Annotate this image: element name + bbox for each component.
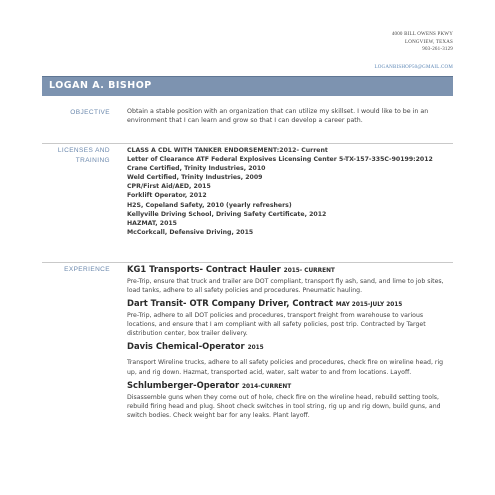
license-item: Forklift Operator, 2012 (127, 192, 207, 200)
experience-label: EXPERIENCE (64, 266, 110, 273)
license-item: H2S, Copeland Safety, 2010 (yearly refreshers) (127, 201, 292, 209)
license-item: Letter of Clearance ATF Federal Explosives Licensing Center 5-TX-157-335C-90199:2012 (127, 156, 433, 164)
job-title (127, 341, 453, 354)
phone-number: 903-261-3129 (422, 47, 453, 52)
job-entry (127, 341, 453, 376)
email-link[interactable]: LOGANBISHOP50@GMAIL.COM (374, 64, 453, 70)
job-dates: MAY 2015-JULY 2015 (335, 302, 403, 309)
job-title (127, 298, 453, 311)
job-entry (127, 380, 453, 420)
job-description: Pre-Trip, adhere to all DOT policies and procedures, transport freight from warehouse to various locations, and ensure that I am compliant with all safety policies, post trip. Contracted by Target distribution center, box trailer delivery. (127, 312, 426, 338)
candidate-name: LOGAN A. BISHOP (49, 80, 152, 91)
address-line-1: 4000 BILL OWENS PKWY (391, 32, 453, 37)
objective-label: OBJECTIVE (70, 109, 110, 116)
job-title-text: Schlumberger-Operator (127, 379, 240, 390)
job-title (127, 380, 453, 393)
name-banner (42, 76, 453, 96)
job-description: Disassemble guns when they come out of hole, check fire on the wireline head, rebuild setting tools, rebuild firing head and plug. Shoot check switches in tool string, rig up and rig down, build guns, and switch bodies. Check weight bar for any leaks. Plant layoff. (127, 393, 441, 419)
license-item: Kellyville Driving School, Driving Safety Certificate, 2012 (127, 210, 327, 218)
contact-block (374, 31, 453, 71)
job-dates: 2015 (247, 345, 264, 352)
job-title-text: KG1 Transports- Contract Hauler (127, 264, 281, 274)
licenses-list (127, 146, 453, 237)
job-title-text: Davis Chemical-Operator (127, 341, 245, 352)
job-entry (127, 264, 453, 295)
job-entry (127, 298, 453, 338)
license-item: McCorkcall, Defensive Driving, 2015 (127, 228, 254, 236)
section-divider (42, 262, 453, 263)
license-item: HAZMAT, 2015 (127, 219, 177, 227)
job-dates: 2014-CURRENT (242, 383, 292, 390)
license-item: CLASS A CDL WITH TANKER ENDORSEMENT:2012- Current (127, 147, 328, 154)
license-item: Weld Certified, Trinity Industries, 2009 (127, 174, 263, 182)
job-description: Pre-Trip, ensure that truck and trailer are DOT compliant, transport fly ash, sand, and lime to job sites, load tanks, adhere to all safety policies and procedures. Pneumatic hauling. (127, 278, 444, 295)
objective-text: Obtain a stable position with an organization that can utilize my skillset. I would like to be in an environment that I can learn and grow so that I can develop a career path. (127, 108, 429, 125)
licenses-label-line-1: LICENSES AND (57, 147, 110, 154)
job-description: Transport Wireline trucks, adhere to all safety policies and procedures, check fire on wireline head, rig up, and rig down. Hazmat, transported acid, water, salt water to and from locations. Layoff. (127, 359, 444, 376)
job-title (127, 264, 453, 277)
license-item: CPR/First Aid/AED, 2015 (127, 183, 211, 191)
licenses-label-line-2: TRAINING (75, 157, 110, 164)
job-title-text: Dart Transit- OTR Company Driver, Contract (127, 298, 333, 309)
section-divider (42, 143, 453, 144)
license-item: Crane Certified, Trinity Industries, 2010 (127, 165, 266, 173)
job-dates: 2015- CURRENT (283, 268, 335, 274)
address-line-2: LONGVIEW, TEXAS (405, 39, 453, 45)
licenses-label (42, 146, 110, 166)
experience-list (127, 264, 453, 423)
